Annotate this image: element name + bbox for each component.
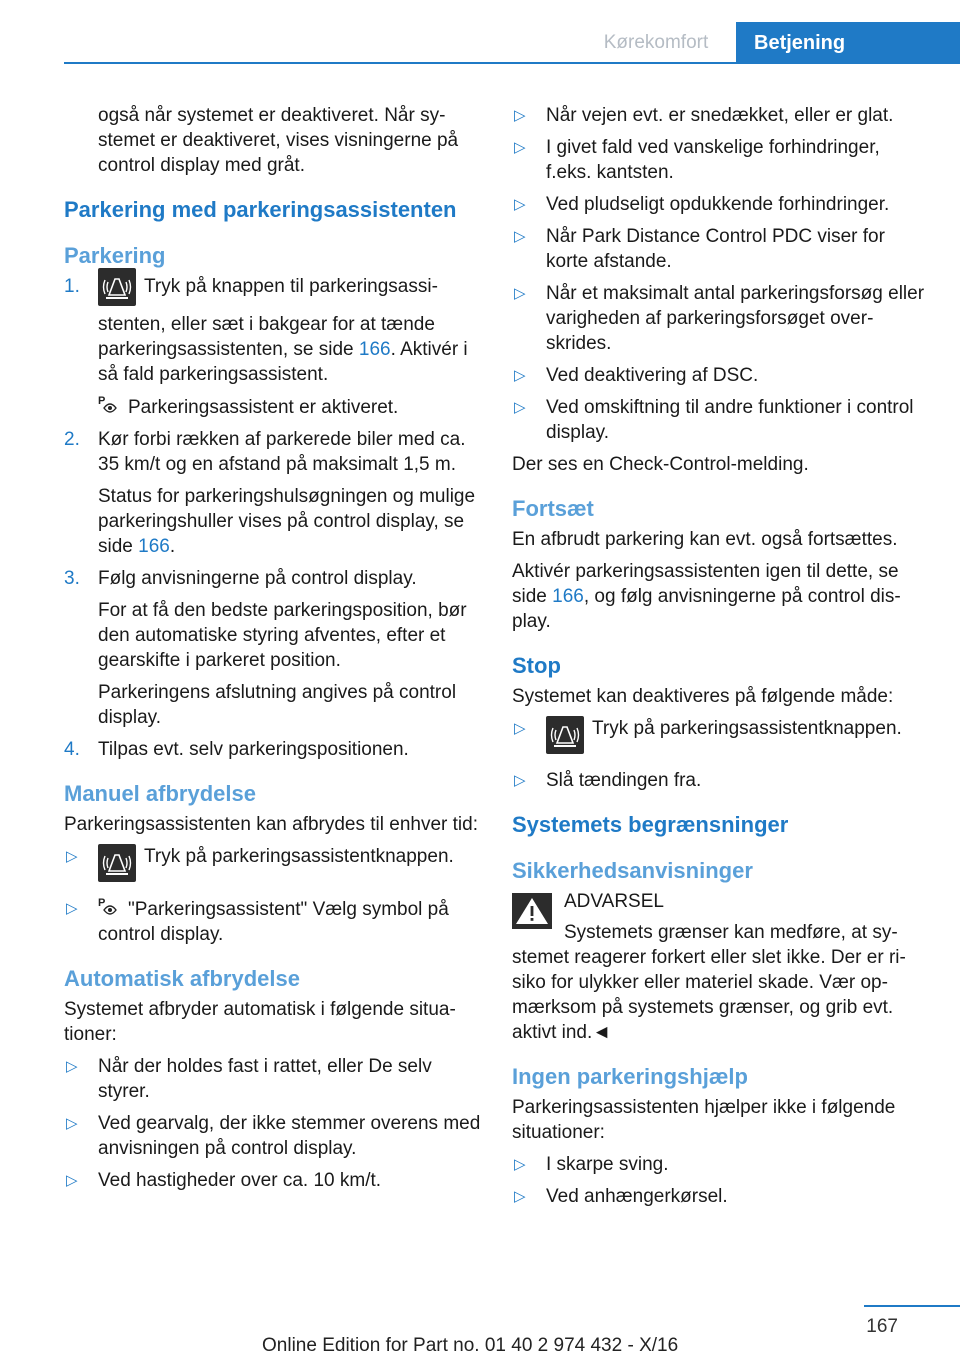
stop-text: Systemet kan deaktiveres på følgende måde: bbox=[512, 686, 894, 707]
cont-bullet-7: ▷ Ved omskiftning til andre funktioner i control display. bbox=[514, 397, 914, 443]
page-number: 167 bbox=[866, 1316, 898, 1337]
bullet-icon: ▷ bbox=[66, 900, 78, 917]
no-help-text: Parkeringsassistenten hjælper ikke i følgende situationer: bbox=[512, 1097, 896, 1143]
warning-text: Systemets grænser kan medføre, at systemet reagerer forkert eller slet ikke. Der er risiko for ulykker eller materiel skade. Vær opmærksom på systemets grænser, og grib evt. aktivt ind.◄ bbox=[512, 922, 906, 1043]
heading-no-help: Ingen parkeringshjælp bbox=[512, 1064, 748, 1089]
bullet-icon: ▷ bbox=[514, 1156, 526, 1173]
bullet-icon: ▷ bbox=[514, 107, 526, 124]
bullet-icon: ▷ bbox=[66, 848, 78, 865]
page-link[interactable]: 166 bbox=[552, 586, 584, 607]
heading-parking-assist: Parkering med parkeringsassistenten bbox=[64, 197, 457, 222]
footer-edition: Online Edition for Part no. 01 40 2 974 432 - X/16 bbox=[262, 1335, 679, 1356]
bullet-icon: ▷ bbox=[514, 772, 526, 789]
page-header bbox=[0, 0, 960, 64]
footer-rule bbox=[864, 1305, 960, 1307]
step-3: 3. Følg anvisningerne på control display. bbox=[64, 568, 417, 589]
heading-limits: Systemets begrænsninger bbox=[512, 812, 789, 837]
intro-text: også når systemet er deaktiveret. Når systemet er deaktiveret, vises visningerne på control display med gråt. bbox=[98, 105, 459, 176]
step-number: 1. bbox=[64, 276, 80, 297]
no-help-bullet-2: ▷ Ved anhængerkørsel. bbox=[514, 1186, 728, 1207]
step-3-sub-1: For at få den bedste parkeringsposition, bør den automatiske styring afventes, efter et gearskifte i parkeret position. bbox=[98, 600, 467, 671]
svg-text:P: P bbox=[98, 897, 106, 909]
cont-bullet-5: ▷ Når et maksimalt antal parkeringsforsøg eller varigheden af parkeringsforsøget overskrides. bbox=[514, 283, 925, 354]
bullet-icon: ▷ bbox=[514, 720, 526, 737]
auto-bullet-1: ▷ Når der holdes fast i rattet, eller De selv styrer. bbox=[66, 1056, 432, 1102]
cont-bullet-1: ▷ Når vejen evt. er snedækket, eller er glat. bbox=[514, 105, 894, 126]
bullet-icon: ▷ bbox=[66, 1115, 78, 1132]
page-link[interactable]: 166 bbox=[358, 339, 391, 360]
auto-text: Systemet afbryder automatisk i følgende situationer: bbox=[64, 999, 456, 1045]
parking-assist-button-icon bbox=[98, 844, 136, 882]
stop-bullet-1: ▷ Tryk på parkeringsassistentknappen. bbox=[512, 716, 930, 754]
parking-assist-button-icon bbox=[546, 716, 584, 754]
page-link[interactable]: 166 bbox=[138, 536, 170, 557]
step-2: 2. Kør forbi rækken af parkerede biler med ca. 35 km/t og en afstand på maksimalt 1,5 m. bbox=[64, 429, 466, 475]
step-number: 2. bbox=[64, 429, 80, 450]
step-2-sub: Status for parkeringshulsøgningen og mulige parkeringshuller vises på control display, se side 166. bbox=[98, 486, 476, 557]
bullet-icon: ▷ bbox=[66, 1172, 78, 1189]
cont-bullet-3: ▷ Ved pludseligt opdukkende forhindringer. bbox=[514, 194, 890, 215]
cont-bullet-2: ▷ I givet fald ved vanskelige forhindringer, f.eks. kantsten. bbox=[514, 137, 880, 183]
check-control-text: Der ses en Check-Control-melding. bbox=[512, 454, 809, 475]
auto-bullet-2: ▷ Ved gearvalg, der ikke stemmer overens med anvisningen på control display. bbox=[66, 1113, 481, 1159]
heading-manual-stop: Manuel afbrydelse bbox=[64, 781, 256, 806]
step-1-text: Tryk på knappen til parkeringsassistenten, eller sæt i bakgear for at tænde parkeringsassistenten, se side bbox=[98, 276, 438, 360]
cont-bullet-4: ▷ Når Park Distance Control PDC viser for korte afstande. bbox=[514, 226, 885, 272]
manual-text: Parkeringsassistenten kan afbrydes til enhver tid: bbox=[64, 814, 478, 835]
right-column bbox=[512, 103, 930, 1216]
parking-assist-symbol-icon bbox=[98, 394, 122, 416]
stop-bullet-2: ▷ Slå tændingen fra. bbox=[514, 770, 702, 791]
step-number: 3. bbox=[64, 568, 80, 589]
no-help-bullet-1: ▷ I skarpe sving. bbox=[514, 1154, 669, 1175]
bullet-icon: ▷ bbox=[514, 367, 526, 384]
svg-text:P: P bbox=[98, 395, 106, 407]
continue-text: En afbrudt parkering kan evt. også fortsættes. bbox=[512, 529, 898, 550]
step-3-sub-2: Parkeringens afslutning angives på control display. bbox=[98, 682, 457, 728]
step-4: 4. Tilpas evt. selv parkeringspositionen. bbox=[64, 739, 409, 760]
bullet-icon: ▷ bbox=[514, 139, 526, 156]
auto-bullet-3: ▷ Ved hastigheder over ca. 10 km/t. bbox=[66, 1170, 382, 1191]
step-1-sub: P Parkeringsassistent er aktiveret. bbox=[98, 395, 399, 418]
header-chapter-tab[interactable]: Betjening bbox=[736, 22, 960, 62]
bullet-icon: ▷ bbox=[514, 1188, 526, 1205]
step-number: 4. bbox=[64, 739, 80, 760]
step-1: 1. Tryk på knappen til parkeringsassistenten, eller sæt i bakgear for at tænde parkeringsassistenten, se side 166. Aktivér i så fald parkeringsassistent. bbox=[64, 274, 482, 387]
parking-assist-button-icon bbox=[98, 268, 136, 306]
bullet-icon: ▷ bbox=[66, 1058, 78, 1075]
heading-safety: Sikkerhedsanvisninger bbox=[512, 858, 753, 883]
warning-triangle-icon bbox=[512, 893, 552, 929]
bullet-icon: ▷ bbox=[514, 399, 526, 416]
cont-bullet-6: ▷ Ved deaktivering af DSC. bbox=[514, 365, 759, 386]
header-rule bbox=[64, 62, 960, 64]
manual-bullet-1: ▷ Tryk på parkeringsassistentknappen. bbox=[64, 844, 482, 882]
heading-continue: Fortsæt bbox=[512, 496, 594, 521]
warning-block bbox=[512, 889, 930, 1045]
left-column bbox=[64, 103, 482, 1200]
parking-assist-symbol-icon bbox=[98, 896, 122, 918]
bullet-icon: ▷ bbox=[514, 285, 526, 302]
continue-text-2: Aktivér parkeringsassistenten igen til dette, se side 166, og følg anvisningerne på control display. bbox=[512, 561, 901, 632]
manual-bullet-2: ▷ P "Parkeringsassistent" Vælg symbol på control display. bbox=[66, 897, 449, 945]
warning-title: ADVARSEL bbox=[564, 891, 664, 912]
heading-parking: Parkering bbox=[64, 243, 166, 268]
heading-stop: Stop bbox=[512, 653, 561, 678]
bullet-icon: ▷ bbox=[514, 228, 526, 245]
heading-auto-stop: Automatisk afbrydelse bbox=[64, 966, 300, 991]
bullet-icon: ▷ bbox=[514, 196, 526, 213]
header-section-tab[interactable]: Kørekomfort bbox=[603, 32, 709, 53]
